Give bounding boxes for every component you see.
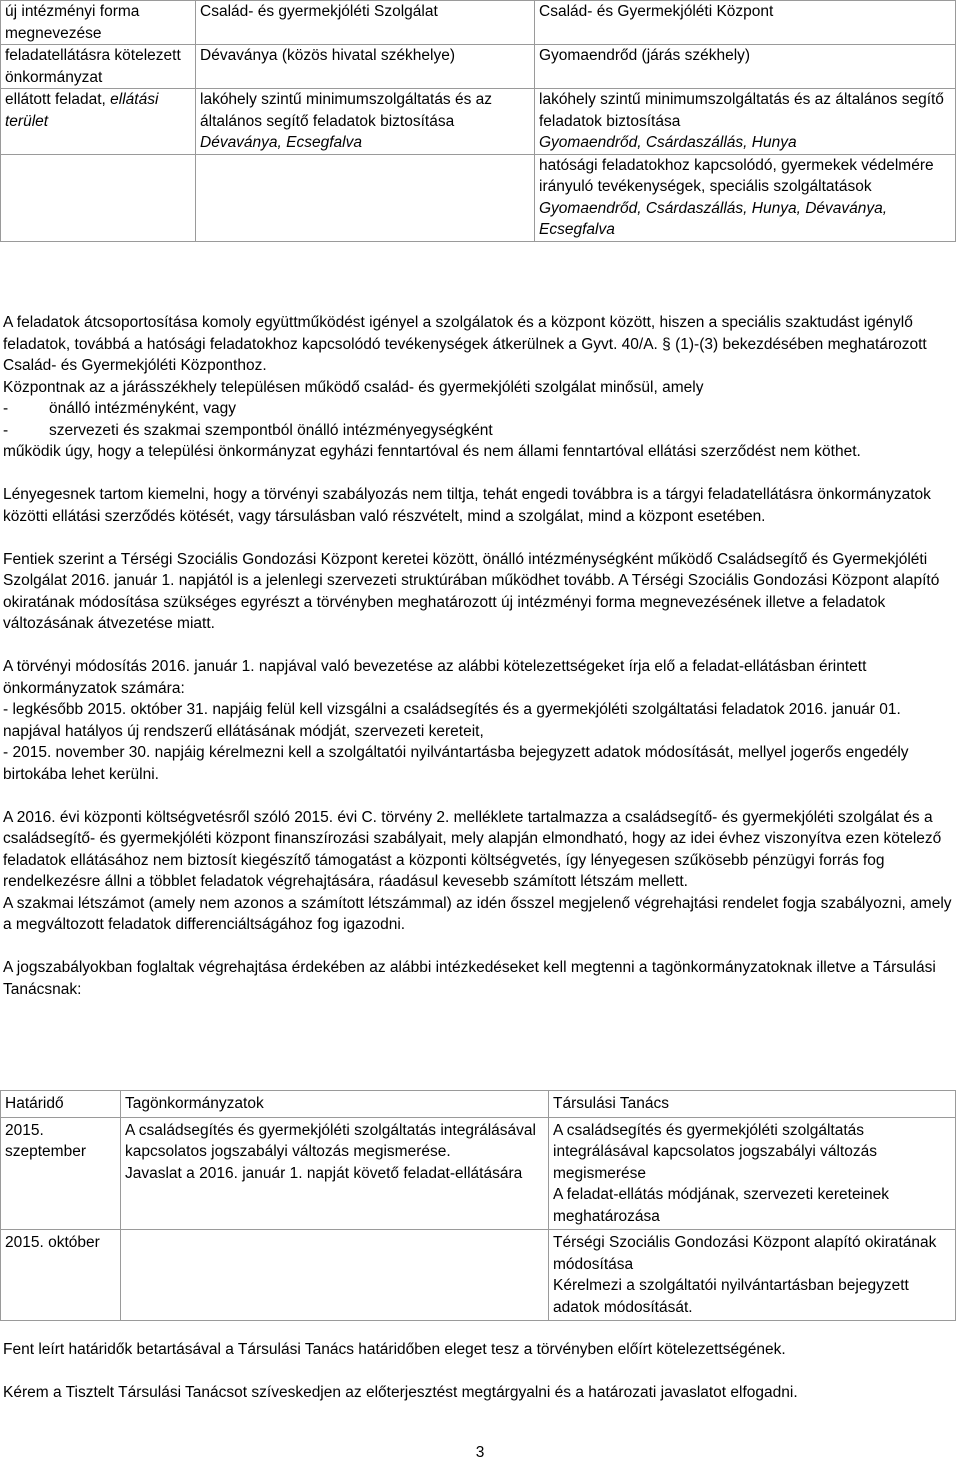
paragraph: A jogszabályokban foglaltak végrehajtása érdekében az alábbi intézkedéseket kell megtenni a tagönkormányzatoknak illetve a Társulási Tanácsnak: <box>3 959 936 998</box>
paragraph: - legkésőbb 2015. október 31. napjáig felül kell vizsgálni a családsegítés és a gyermekjóléti szolgáltatási feladatok 2016. január 01. napjával hatályos új rendszerű ellátásának módját, szervezeti kereteit, <box>3 701 901 740</box>
center-task: lakóhely szintű minimumszolgáltatás és az általános segítő feladatok biztosítása <box>539 91 944 130</box>
table-row <box>1 154 956 241</box>
table-row <box>1 1230 956 1321</box>
service-area: Dévaványa, Ecsegfalva <box>200 134 362 151</box>
page-number: 3 <box>475 1444 485 1461</box>
paragraph: A törvényi módosítás 2016. január 1. napjával való bevezetése az alábbi kötelezettségeket írja elő a feladat-ellátásban érintett önkormányzatok számára: <box>3 658 867 697</box>
column-header: Társulási Tanács <box>549 1091 956 1118</box>
paragraph: - 2015. november 30. napjáig kérelmezni kell a szolgáltatói nyilvántartásba bejegyzett adatok módosítását, mellyel jogerős engedély birtokába lehet kerülni. <box>3 744 909 783</box>
service-task: lakóhely szintű minimumszolgáltatás és az általános segítő feladatok biztosítása <box>200 91 493 130</box>
empty-cell <box>1 154 196 241</box>
deadline-table <box>0 1090 956 1321</box>
paragraph: Fentiek szerint a Térségi Szociális Gondozási Központ keretei között, önálló intézménységként működő Családsegítő és Gyermekjóléti Szolgálat 2016. január 1. napjától is a jelenlegi szervezeti struktúrában működhet tovább. A Térségi Szociális Gondozási Központ alapító okiratának módosítása szükséges egyrészt a törvényben meghatározott új intézményi forma megnevezésének illetve a feladatok változásának átvezetése miatt. <box>3 550 940 632</box>
list-item-text: önálló intézményként, vagy <box>49 400 236 417</box>
closing-paragraph: Kérem a Tisztelt Társulási Tanácsot szíveskedjen az előterjesztést megtárgyalni és a határozati javaslatot elfogadni. <box>3 1384 798 1401</box>
row-label: új intézményi forma megnevezése <box>1 1 196 45</box>
row-label: feladatellátásra kötelezett önkormányzat <box>1 45 196 89</box>
center-area: Gyomaendrőd, Csárdaszállás, Hunya <box>539 134 797 151</box>
list-item: - önálló intézményként, vagy <box>3 398 955 420</box>
service-cell: Dévaványa (közös hivatal székhelye) <box>196 45 535 89</box>
row-label-italic: ellátási terület <box>5 91 159 130</box>
members-task: Javaslat a 2016. január 1. napját követő feladat-ellátására <box>125 1164 523 1182</box>
council-cell <box>549 1230 956 1321</box>
members-cell <box>121 1117 549 1230</box>
column-header: Tagönkormányzatok <box>121 1091 549 1118</box>
service-cell <box>196 89 535 155</box>
body-text <box>3 312 955 1000</box>
list-item-text: szervezeti és szakmai szempontból önálló intézményegységként <box>49 421 493 439</box>
deadline-cell: 2015. szeptember <box>1 1117 121 1230</box>
paragraph: működik úgy, hogy a települési önkormányzat egyházi fenntartóval és nem állami fenntartóval ellátási szerződést nem köthet. <box>3 443 861 460</box>
column-header: Határidő <box>1 1091 121 1118</box>
table-header-row <box>1 1091 956 1118</box>
center-cell <box>535 154 956 241</box>
council-task: Térségi Szociális Gondozási Központ alapító okiratának módosítása <box>553 1234 937 1273</box>
table-row <box>1 89 956 155</box>
institution-table <box>0 0 956 242</box>
council-cell <box>549 1117 956 1230</box>
deadline-cell: 2015. október <box>1 1230 121 1321</box>
members-task: A családsegítés és gyermekjóléti szolgáltatás integrálásával kapcsolatos jogszabályi változás megismerése. <box>125 1121 536 1160</box>
row-label <box>1 89 196 155</box>
closing-paragraph: Fent leírt határidők betartásával a Társulási Tanács határidőben eleget tesz a törvényben előírt kötelezettségének. <box>3 1341 786 1358</box>
empty-cell <box>196 154 535 241</box>
paragraph: A 2016. évi központi költségvetésről szóló 2015. évi C. törvény 2. melléklete tartalmazza a családsegítő- és gyermekjóléti szolgálat és a családsegítő- és gyermekjóléti központ finanszírozási szabályait, mely alapján elmondható, hogy az idei évhez viszonyítva ezen kötelező feladatok ellátásához nem biztosít kiegészítő támogatást a központi költségvetés, így lényegesen szűkösebb pénzügyi forrás fog rendelkezésre állni a többlet feladatok végrehajtására, ráadásul kevesebb számított létszám mellett. <box>3 808 942 890</box>
center-cell: Család- és Gyermekjóléti Központ <box>535 1 956 45</box>
center-task: hatósági feladatokhoz kapcsolódó, gyermekek védelmére irányuló tevékenységek, speciális szolgáltatások <box>539 156 934 195</box>
paragraph: Központnak az a járásszékhely településen működő család- és gyermekjóléti szolgálat minősül, amely <box>3 378 704 396</box>
table-row <box>1 1 956 45</box>
list-item: - szervezeti és szakmai szempontból önálló intézményegységként <box>3 420 955 442</box>
center-cell <box>535 89 956 155</box>
council-task: A feladat-ellátás módjának, szervezeti kereteinek meghatározása <box>553 1186 890 1225</box>
table-row <box>1 1117 956 1230</box>
council-task: A családsegítés és gyermekjóléti szolgáltatás integrálásával kapcsolatos jogszabályi változás megismerése <box>553 1121 877 1182</box>
council-task: Kérelmezi a szolgáltatói nyilvántartásban bejegyzett adatok módosítását. <box>553 1277 909 1316</box>
center-area: Gyomaendrőd, Csárdaszállás, Hunya, Dévaványa, Ecsegfalva <box>539 199 888 238</box>
table-row <box>1 45 956 89</box>
members-cell <box>121 1230 549 1321</box>
row-label-part: ellátott feladat, <box>5 91 106 108</box>
service-cell: Család- és gyermekjóléti Szolgálat <box>196 1 535 45</box>
paragraph: A feladatok átcsoportosítása komoly együttműködést igényel a szolgálatok és a központ között, hiszen a speciális szaktudást igénylő feladatok, továbbá a hatósági feladatokhoz kapcsolódó tevékenységek átkerülnek a Gyvt. 40/A. § (1)-(3) bekezdésében meghatározott Család- és Gyermekjóléti Központhoz. <box>3 314 927 374</box>
paragraph: Lényegesnek tartom kiemelni, hogy a törvényi szabályozás nem tiltja, tehát engedi továbbra is a tárgyi feladatellátásra önkormányzatok közötti ellátási szerződés kötését, vagy társulásban való részvételt, mind a szolgálat, mind a központ esetében. <box>3 486 931 525</box>
paragraph: A szakmai létszámot (amely nem azonos a számított létszámmal) az idén ősszel megjelenő végrehajtási rendelet fogja szabályozni, amely a megváltozott feladatok differenciáltságához fog igazodni. <box>3 894 952 933</box>
center-cell: Gyomaendrőd (járás székhely) <box>535 45 956 89</box>
